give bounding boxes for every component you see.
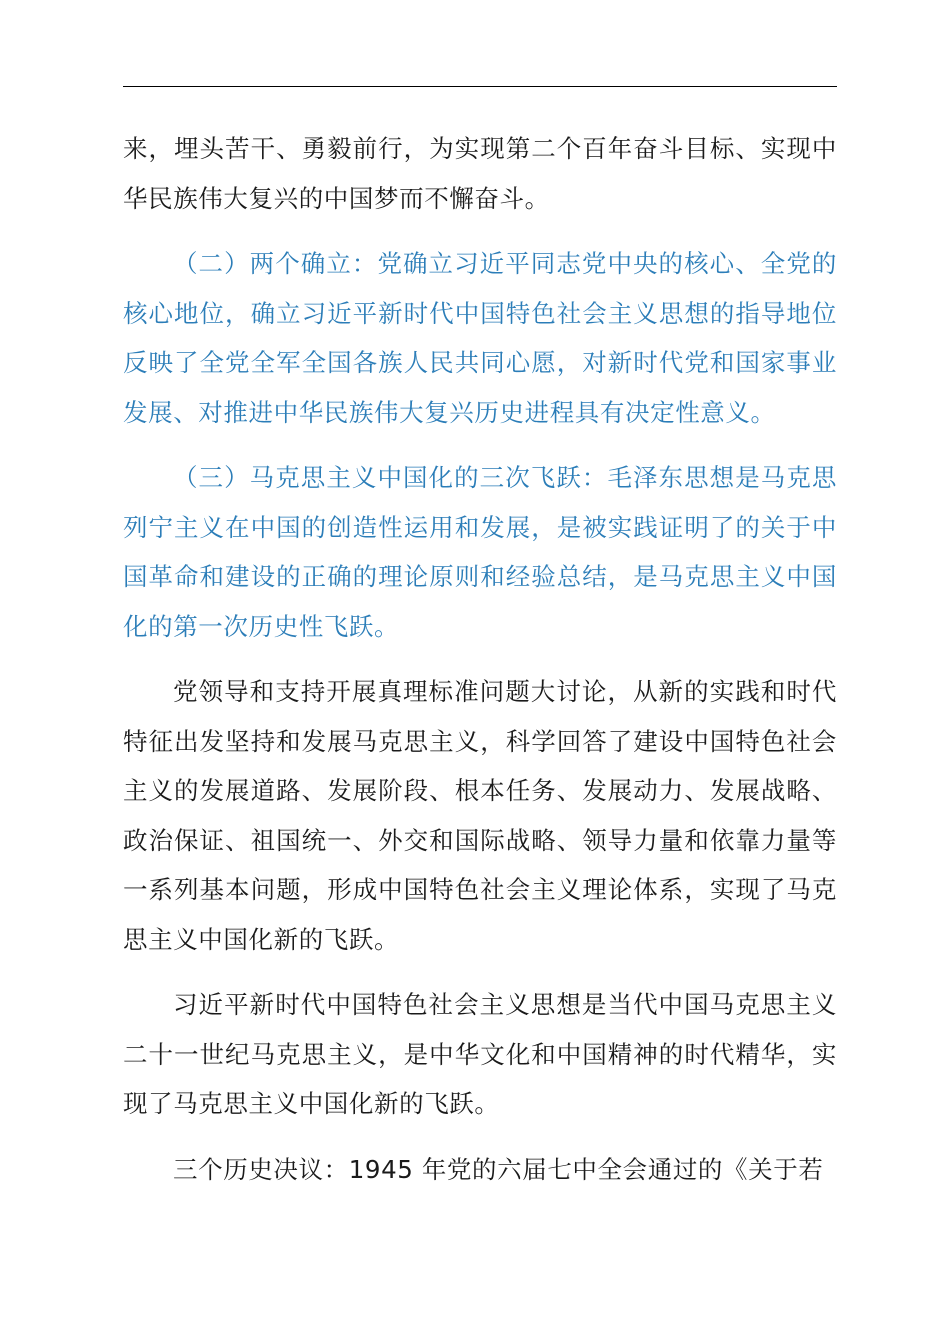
document-body: [123, 124, 837, 1210]
paragraph-two-establishments: （二）两个确立：党确立习近平同志党中央的核心、全党的核心地位，确立习近平新时代中国特色社会主义思想的指导地位反映了全党全军全国各族人民共同心愿，对新时代党和国家事业发展、对推进中华民族伟大复兴历史进程具有决定性意义。: [123, 249, 837, 427]
paragraph-socialist-theory: 党领导和支持开展真理标准问题大讨论，从新的实践和时代特征出发坚持和发展马克思主义，科学回答了建设中国特色社会主义的发展道路、发展阶段、根本任务、发展动力、发展战略、政治保证、祖国统一、外交和国际战略、领导力量和依靠力量等一系列基本问题，形成中国特色社会主义理论体系，实现了马克思主义中国化新的飞跃。: [123, 677, 837, 954]
header-rule: [123, 86, 837, 87]
paragraph-three-leaps: （三）马克思主义中国化的三次飞跃：毛泽东思想是马克思列宁主义在中国的创造性运用和发展，是被实践证明了的关于中国革命和建设的正确的理论原则和经验总结，是马克思主义中国化的第一次历史性飞跃。: [123, 463, 837, 641]
paragraph-historical-resolutions: 三个历史决议：1945 年党的六届七中全会通过的《关于若: [173, 1154, 824, 1184]
paragraph-xi-thought: 习近平新时代中国特色社会主义思想是当代中国马克思主义二十一世纪马克思主义，是中华文化和中国精神的时代精华，实现了马克思主义中国化新的飞跃。: [123, 990, 837, 1118]
paragraph-continuation: 来，埋头苦干、勇毅前行，为实现第二个百年奋斗目标、实现中华民族伟大复兴的中国梦而不懈奋斗。: [123, 134, 837, 213]
